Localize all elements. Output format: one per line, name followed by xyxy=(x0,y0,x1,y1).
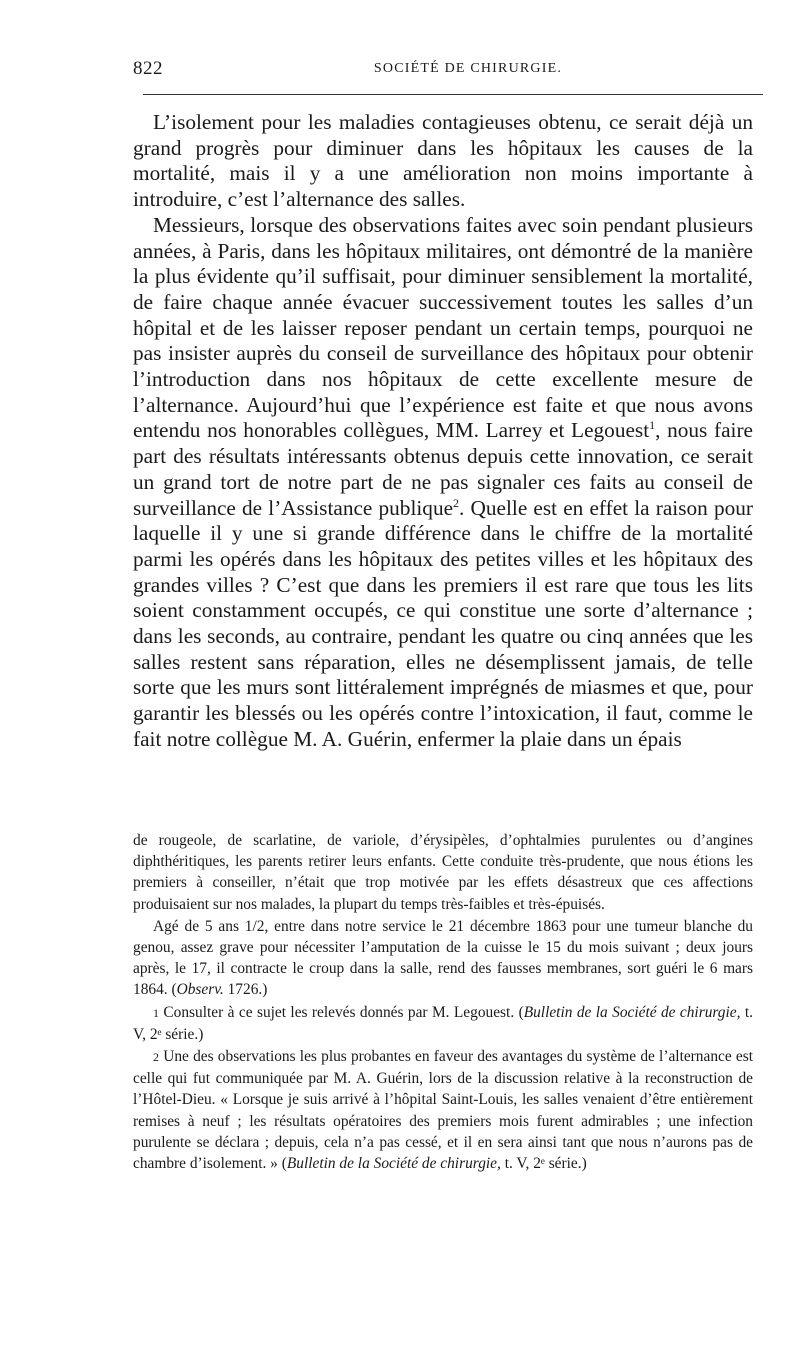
footnote-text: 1726.) xyxy=(223,981,268,999)
footnote-text: de rougeole, de scarlatine, de variole, d’érysipèles, d’ophtalmies purulentes ou d’angines diphthéritiques, les parents retirer leurs enfants. Cette conduite très-prudente, que nous étions les premiers à conseiller, n’était que trop motivée par les effets désastreux que ces affections produisaient sur nos malades, la plupart du temps très-faibles et très-épuisés. xyxy=(133,832,753,913)
citation-title: Bulletin de la Société de chirurgie, xyxy=(286,1155,501,1173)
footnote-text: t. V, 2ᵉ série.) xyxy=(133,1003,753,1043)
footnote-continuation xyxy=(133,830,753,915)
case-note xyxy=(133,916,753,1001)
footnote-text: Consulter à ce sujet les relevés donnés par M. Legouest. ( xyxy=(159,1003,524,1021)
footnotes xyxy=(133,830,753,1175)
page-number: 822 xyxy=(133,58,163,79)
paragraph xyxy=(133,110,753,213)
footnote-ref: 2 xyxy=(453,495,460,510)
footnote-marker: 2 xyxy=(153,1050,159,1065)
page-header xyxy=(133,58,763,86)
paragraph-text: , nous faire part des résultats intéressants obtenus depuis cette innovation, ce serait un grand tort de notre part de ne pas signaler ces faits au conseil de surveillance de l’Assistance publique xyxy=(133,418,754,520)
paragraph-text: Messieurs, lorsque des observations faites avec soin pendant plusieurs années, à Paris, dans les hôpitaux militaires, ont démontré de la manière la plus évidente qu’il suffisait, pour diminuer sensiblement la mortalité, de faire chaque année évacuer successivement toutes les salles d’un hôpital et de les laisser reposer pendant un certain temps, pourquoi ne pas insister auprès du conseil de surveillance des hôpitaux pour obtenir l’introduction dans nos hôpitaux de cette excellente mesure de l’alternance. Aujourd’hui que l’expérience est faite et que nous avons entendu nos honorables collègues, MM. Larrey et Legouest xyxy=(133,212,753,443)
footnote-text: Une des observations les plus probantes en faveur des avantages du système de l’alternance est celle qui fut communiquée par M. A. Guérin, lors de la discussion relative à la reconstruction de l’Hôtel-Dieu. « Lorsque je suis arrivé à l’hôpital Saint-Louis, les salles venaient d’être entièrement remises à neuf ; les résultats opératoires des premiers mois furent admirables ; une infection purulente se déclara ; depuis, cela n’a pas cessé, et il en sera ainsi tant que nous n’aurons pas de chambre d’isolement. » ( xyxy=(133,1048,753,1173)
paragraph-text: . Quelle est en effet la raison pour laquelle il y une si grande différence dans le chiffre de la mortalité parmi les opérés dans les hôpitaux des petites villes et les hôpitaux des grandes villes ? C’est que dans les premiers il est rare que tous les lits soient constamment occupés, ce qui constitue une sorte d’alternance ; dans les seconds, au contraire, pendant les quatre ou cinq années que les salles restent sans réparation, elles ne désemplissent jamais, de telle sorte que les murs sont littéralement imprégnés de miasmes et que, pour garantir les blessés ou les opérés contre l’intoxication, il faut, comme le fait notre collègue M. A. Guérin, enfermer la plaie dans un épais xyxy=(133,495,753,751)
footnote-text: Agé de 5 ans 1/2, entre dans notre service le 21 décembre 1863 pour une tumeur blanche du genou, assez grave pour nécessiter l’amputation de la cuisse le 15 du mois suivant ; deux jours après, le 17, il contracte le croup dans la salle, rend des fausses membranes, sort guéri le 6 mars 1864. ( xyxy=(133,917,753,999)
main-text xyxy=(133,110,753,753)
paragraph-text: L’isolement pour les maladies contagieuses obtenu, ce serait déjà un grand progrès pour diminuer dans les hôpitaux les causes de la mortalité, mais il y a une amélioration non moins importante à introduire, c’est l’alternance des salles. xyxy=(133,110,753,212)
paragraph xyxy=(133,213,753,753)
footnote-ref: 1 xyxy=(649,418,656,433)
observation-label: Observ. xyxy=(176,981,224,999)
footnote-marker: 1 xyxy=(153,1005,159,1020)
header-rule xyxy=(143,94,763,95)
citation-title: Bulletin de la Société de chirurgie, xyxy=(523,1003,741,1021)
footnote-text: t. V, 2ᵉ série.) xyxy=(500,1155,587,1173)
running-title: SOCIÉTÉ DE CHIRURGIE. xyxy=(373,61,563,76)
footnote-2 xyxy=(133,1046,753,1174)
footnote-1 xyxy=(133,1002,753,1045)
